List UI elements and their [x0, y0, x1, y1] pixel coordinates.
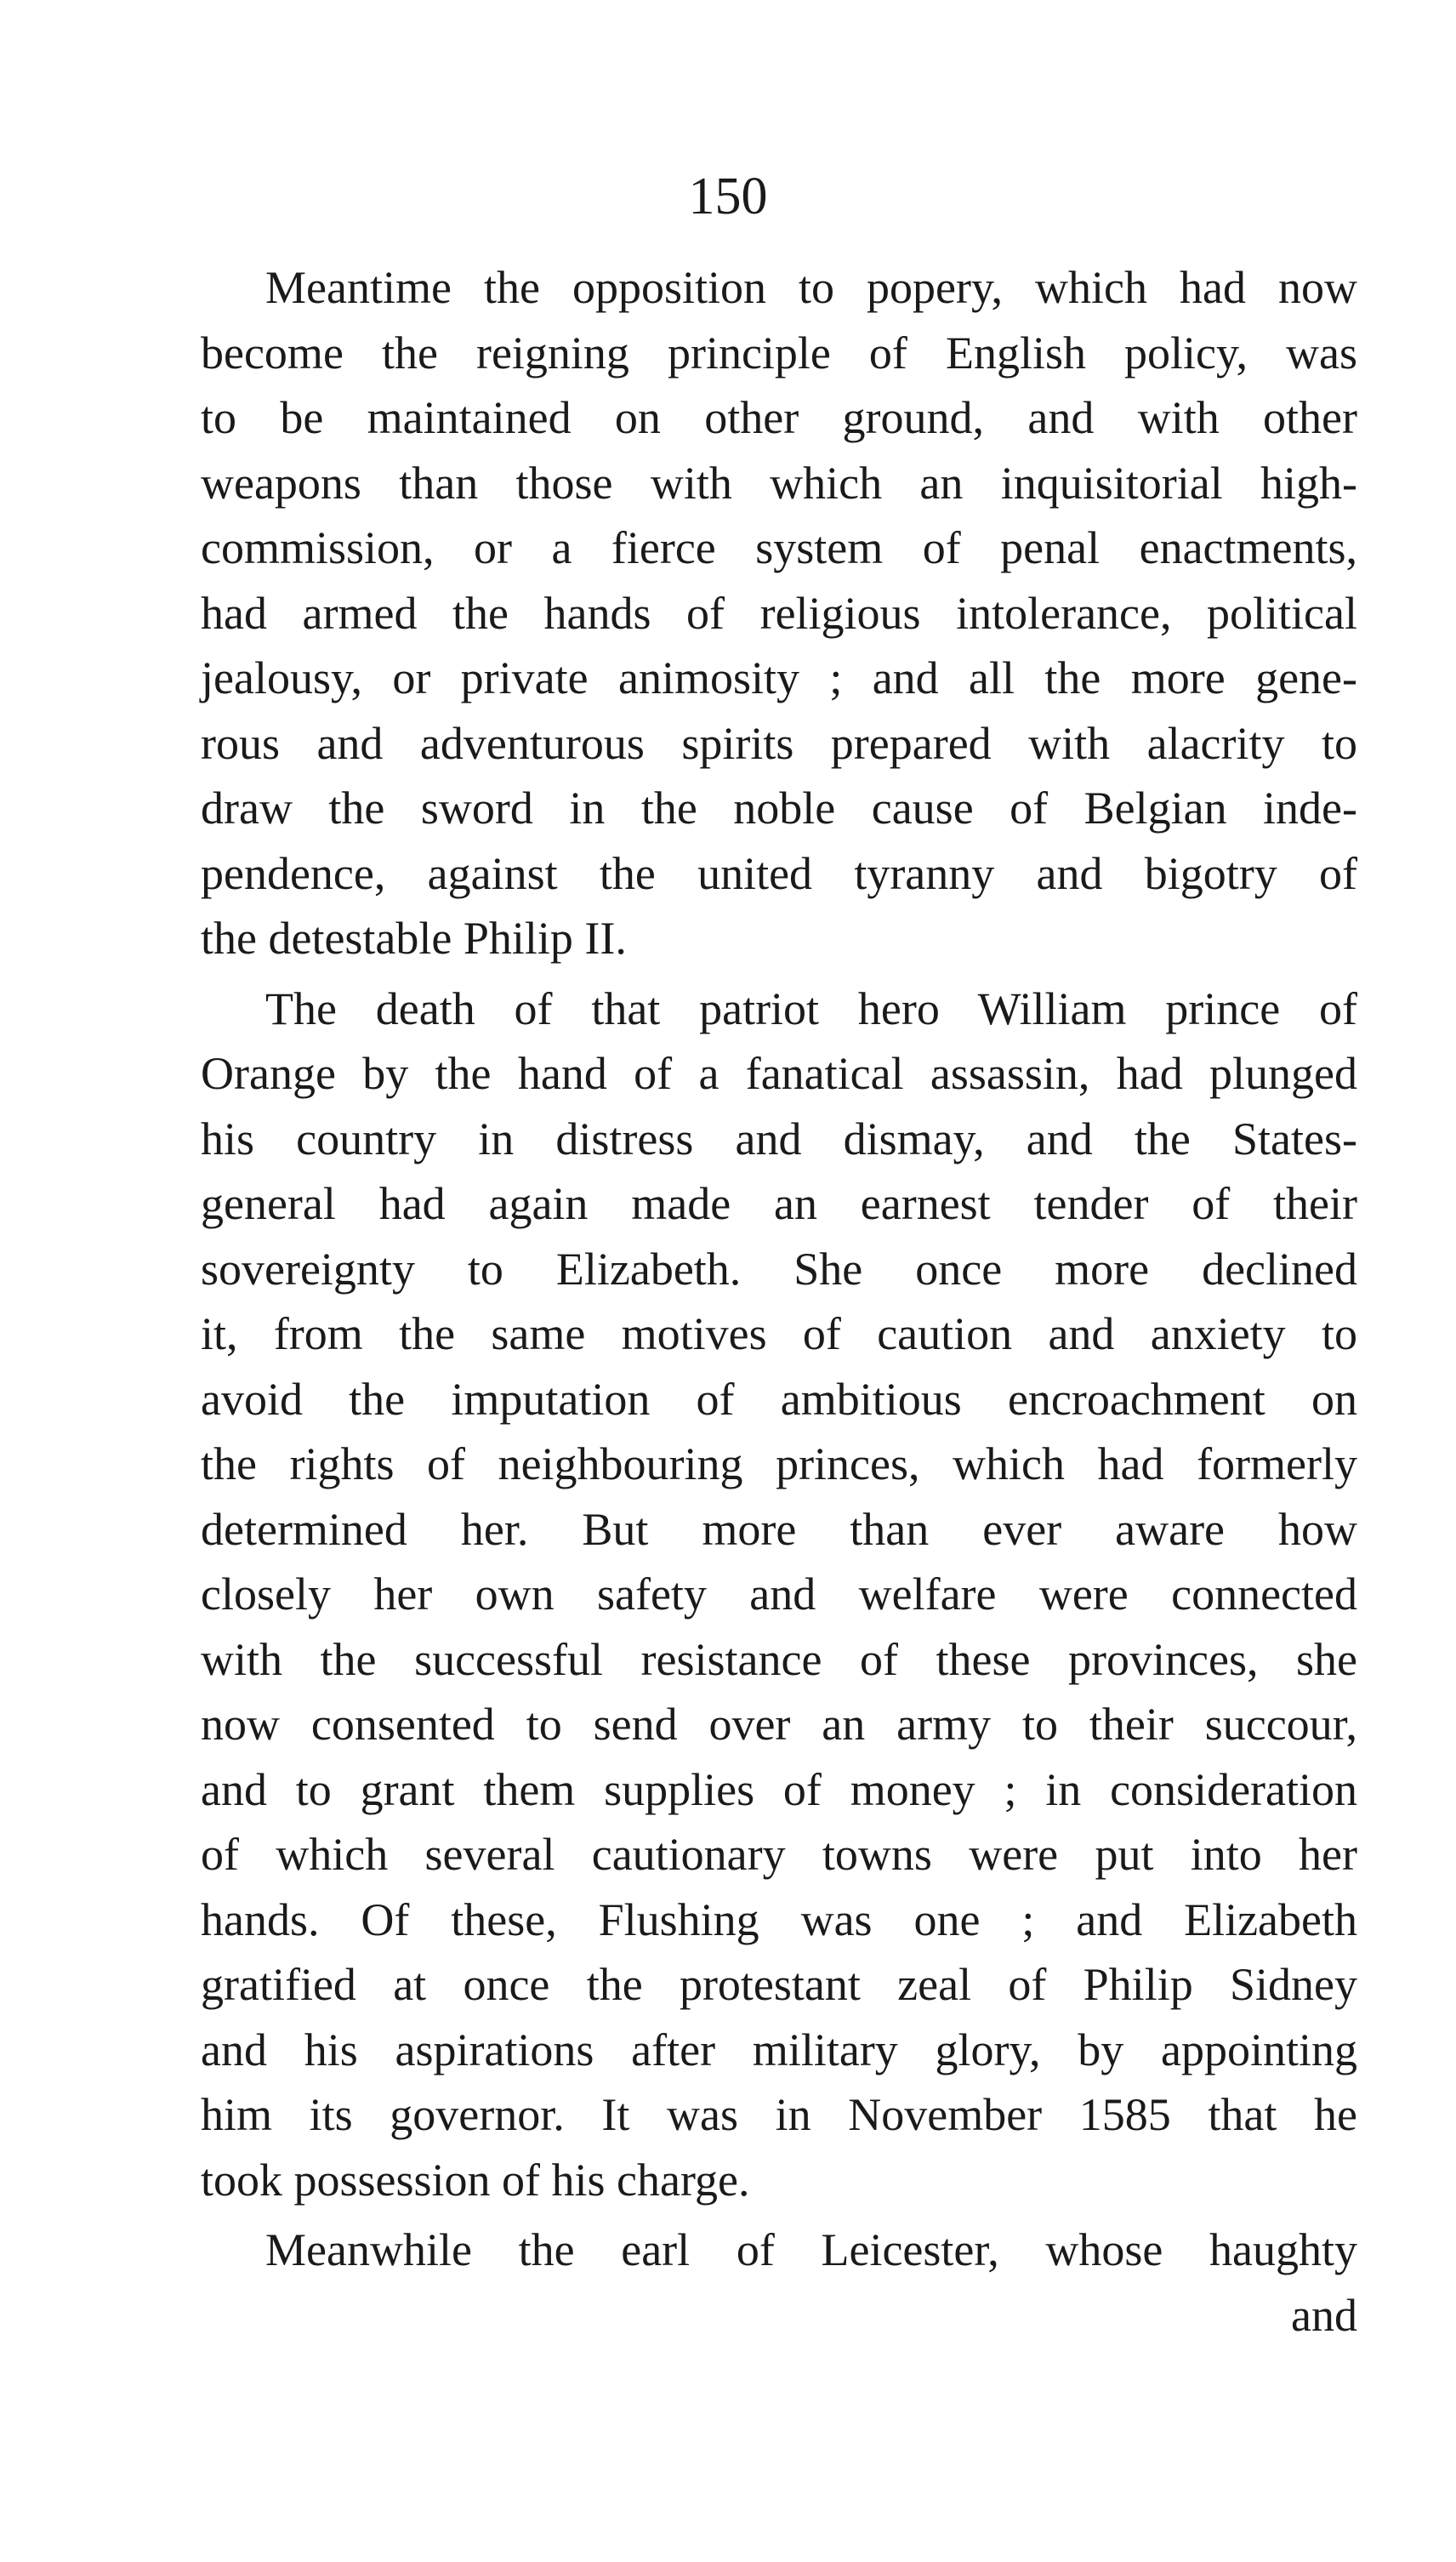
- text-line: him its governor. It was in November 1585 that he: [201, 2089, 1357, 2140]
- body-text: [201, 255, 1357, 2348]
- text-line: jealousy, or private animosity ; and all the more gene-: [201, 652, 1357, 703]
- text-line: gratified at once the protestant zeal of Philip Sidney: [201, 1959, 1357, 2010]
- text-line: rous and adventurous spirits prepared with alacrity to: [201, 717, 1357, 769]
- text-line: Meanwhile the earl of Leicester, whose haughty: [265, 2224, 1357, 2275]
- text-line: The death of that patriot hero William prince of: [265, 982, 1357, 1034]
- text-line: his country in distress and dismay, and the States-: [201, 1113, 1357, 1164]
- text-line: Meantime the opposition to popery, which had now: [265, 262, 1357, 313]
- text-line: now consented to send over an army to their succour,: [201, 1699, 1357, 1750]
- text-line: commission, or a fierce system of penal enactments,: [201, 522, 1357, 573]
- text-line: had armed the hands of religious intolerance, political: [201, 587, 1357, 639]
- text-line: avoid the imputation of ambitious encroachment on: [201, 1373, 1357, 1425]
- text-line: sovereignty to Elizabeth. She once more declined: [201, 1243, 1357, 1295]
- text-line: pendence, against the united tyranny and bigotry of: [201, 847, 1357, 899]
- text-line: with the successful resistance of these provinces, she: [201, 1633, 1357, 1685]
- text-line: weapons than those with which an inquisitorial high-: [201, 457, 1357, 509]
- text-line: draw the sword in the noble cause of Belgian inde-: [201, 783, 1357, 834]
- text-line: become the reigning principle of English policy, was: [201, 327, 1357, 379]
- paragraph: [201, 255, 1357, 971]
- text-line: determined her. But more than ever aware how: [201, 1503, 1357, 1555]
- text-line: of which several cautionary towns were put into her: [201, 1829, 1357, 1880]
- text-line: took possession of his charge.: [201, 2154, 750, 2206]
- text-line: it, from the same motives of caution and anxiety to: [201, 1308, 1357, 1359]
- page-number: 150: [688, 168, 768, 225]
- catchword: and: [1291, 2289, 1357, 2341]
- text-line: closely her own safety and welfare were connected: [201, 1569, 1357, 1620]
- text-line: hands. Of these, Flushing was one ; and Elizabeth: [201, 1893, 1357, 1945]
- text-line: the rights of neighbouring princes, which had formerly: [201, 1438, 1357, 1489]
- text-line: Orange by the hand of a fanatical assassin, had plunged: [201, 1048, 1357, 1099]
- text-line: and his aspirations after military glory, by appointing: [201, 2024, 1357, 2075]
- paragraph: [201, 976, 1357, 2213]
- text-line: to be maintained on other ground, and with other: [201, 392, 1357, 443]
- text-line: general had again made an earnest tender of their: [201, 1178, 1357, 1229]
- text-line: the detestable Philip II.: [201, 913, 627, 964]
- paragraph: [201, 2218, 1357, 2283]
- text-line: and to grant them supplies of money ; in consideration: [201, 1763, 1357, 1815]
